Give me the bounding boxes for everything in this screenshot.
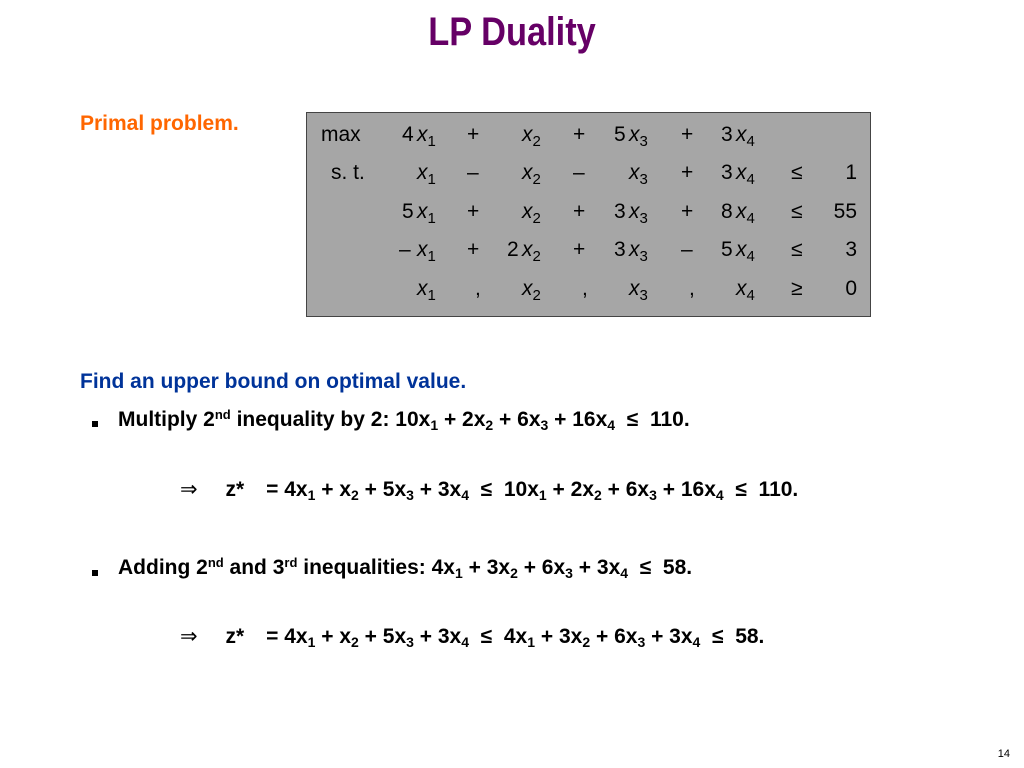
lp-constraint-row [307,161,870,191]
var: $x_3$ [629,200,648,227]
implies-icon: ⇒ [180,625,198,648]
rhs: 1 [845,161,857,184]
var: $x_4$ [736,200,755,227]
coef: 3 [721,123,733,146]
relation: ≤ [791,200,803,223]
var: $x_1$ [417,200,436,227]
op: – [467,161,479,184]
rhs: 3 [845,238,857,261]
coef: 3 [721,161,733,184]
op: + [573,200,586,223]
rhs: 55 [833,200,857,223]
var: $x_2$ [522,161,541,188]
op: – [573,161,585,184]
primal-lp-box [306,112,871,317]
coef: 5 [402,200,414,223]
coef: – [399,238,411,261]
implication-1: ⇒ $z* = 4x_1 + x_2 + 5x_3 + 3x_4 \le 10x_1 + 2x_2 + 6x_3 + 16x_4 \le 110$. [180,478,799,503]
lp-constraint-row [307,238,870,268]
implication-2: ⇒ $z* = 4x_1 + x_2 + 5x_3 + 3x_4 \le 4x_1 + 3x_2 + 6x_3 + 3x_4 \le 58$. [180,625,765,650]
op: + [573,123,586,146]
var: $x_1$ [417,277,436,304]
bullet-multiply: Multiply 2nd inequality by 2: $10x_1 + 2x_2 + 6x_3 + 16x_4 \le 110$. [118,407,690,433]
var: $x_2$ [522,200,541,227]
comma: , [582,277,588,300]
op: – [681,238,693,261]
op: + [681,123,694,146]
bullet-square-icon [92,570,98,576]
coef: 8 [721,200,733,223]
var: $x_4$ [736,161,755,188]
rhs: 0 [845,277,857,300]
find-heading: Find an upper bound on optimal value. [80,370,467,393]
op: + [467,238,480,261]
lp-max-label: max [321,123,361,146]
var: $x_3$ [629,277,648,304]
var: $x_4$ [736,123,755,150]
relation: ≤ [791,238,803,261]
lp-st-label: s. t. [331,161,365,184]
var: $x_4$ [736,238,755,265]
coef: 3 [614,238,626,261]
var: $x_4$ [736,277,755,304]
implies-icon: ⇒ [180,478,198,501]
op: + [573,238,586,261]
slide-title: LP Duality [428,10,596,54]
coef: 2 [507,238,519,261]
var: $x_1$ [417,161,436,188]
var: $x_3$ [629,123,648,150]
op: + [681,200,694,223]
relation: ≤ [791,161,803,184]
var: $x_3$ [629,238,648,265]
op: + [467,200,480,223]
var: $x_2$ [522,277,541,304]
page-number: 14 [997,748,1010,760]
primal-label: Primal problem. [80,112,239,135]
var: $x_2$ [522,123,541,150]
relation: ≥ [791,277,803,300]
bullet-square-icon [92,421,98,427]
bullet-adding: Adding 2nd and 3rd inequalities: $4x_1 + 3x_2 + 6x_3 + 3x_4 \le 58$. [118,555,693,581]
op: + [467,123,480,146]
var: $x_3$ [629,161,648,188]
comma: , [475,277,481,300]
coef: 3 [614,200,626,223]
var: $x_2$ [522,238,541,265]
var: $x_1$ [417,238,436,265]
lp-objective-row [307,123,870,153]
coef: 5 [614,123,626,146]
coef: 4 [402,123,414,146]
op: + [681,161,694,184]
var: $x_1$ [417,123,436,150]
lp-nonneg-row [307,277,870,307]
coef: 5 [721,238,733,261]
comma: , [689,277,695,300]
lp-constraint-row [307,200,870,230]
